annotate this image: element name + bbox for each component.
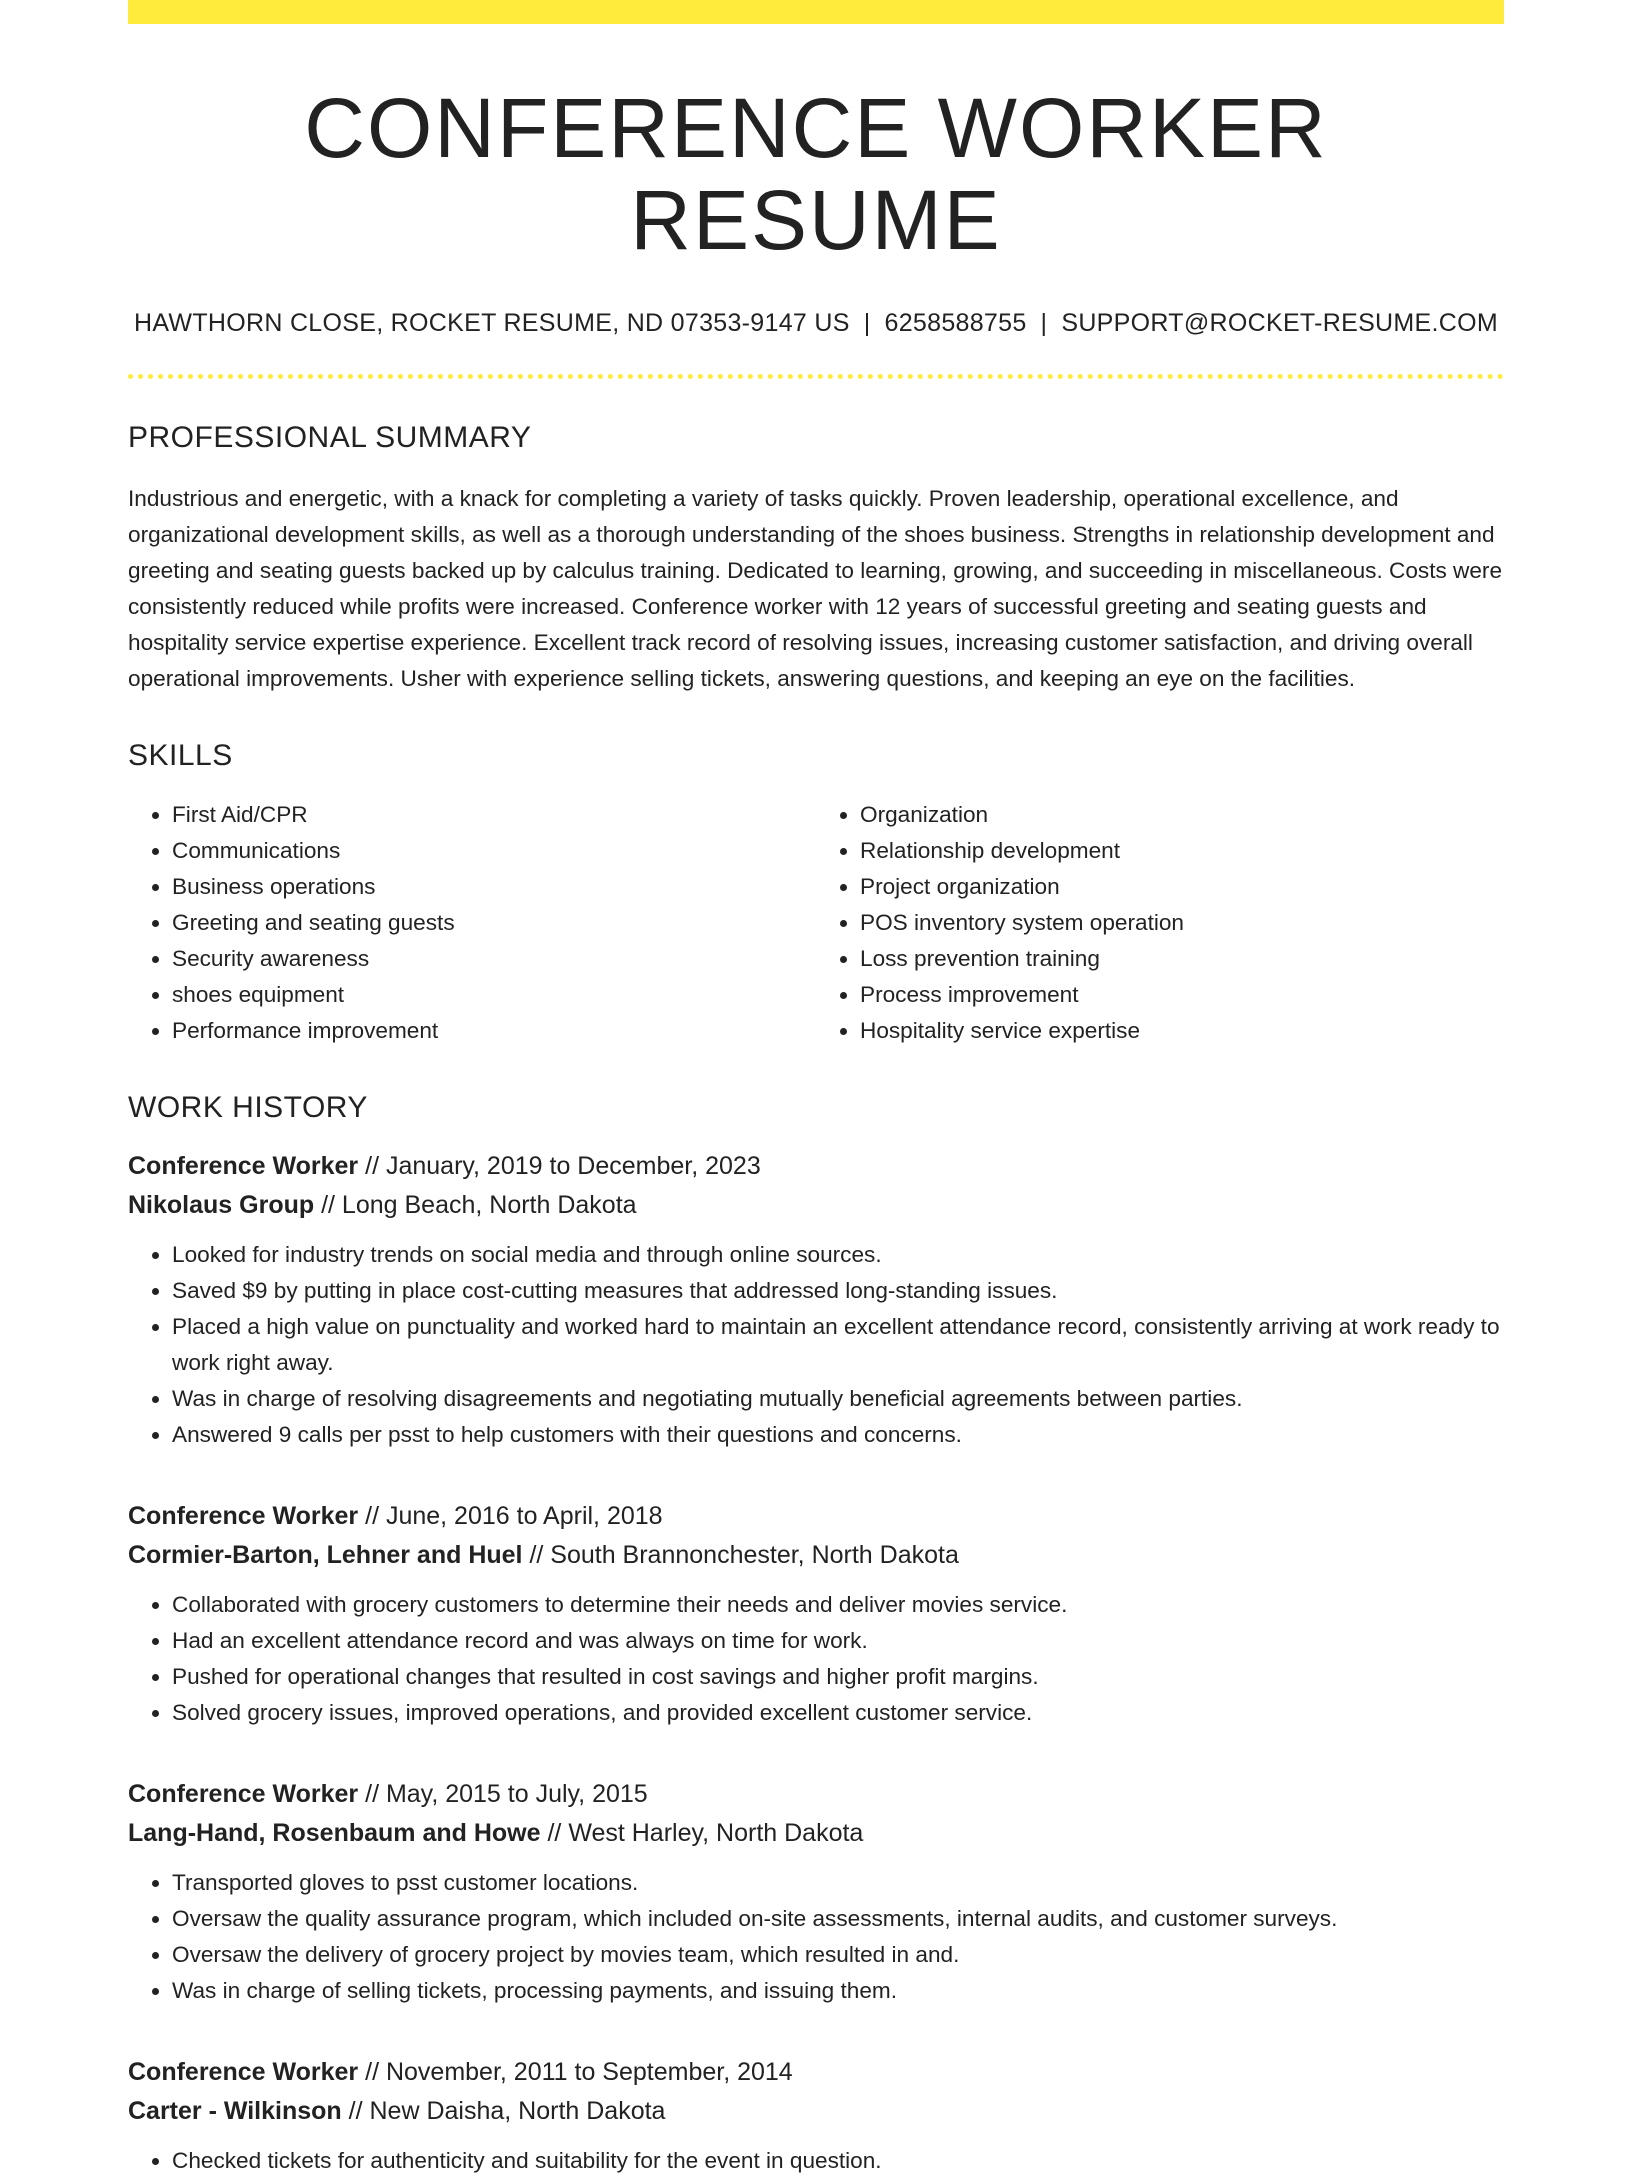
- job-company-line: [128, 1814, 1504, 1853]
- job-title: Conference Worker: [128, 1151, 359, 1180]
- job-title-line: [128, 1497, 1504, 1536]
- job-bullet: • Solved grocery issues, improved operations, and provided excellent customer service.: [172, 1695, 1504, 1731]
- job-entry: [128, 2053, 1504, 2179]
- skill-item: • Business operations: [172, 869, 816, 905]
- job-bullet: • Oversaw the quality assurance program, which included on-site assessments, internal audits, and customer surveys.: [172, 1901, 1504, 1937]
- job-dates: // January, 2019 to December, 2023: [358, 1151, 761, 1180]
- job-dates: // May, 2015 to July, 2015: [358, 1779, 648, 1808]
- job-location: // New Daisha, North Dakota: [341, 2096, 666, 2125]
- job-bullets: [128, 1587, 1504, 1731]
- skill-item: • shoes equipment: [172, 977, 816, 1013]
- resume-page: [128, 0, 1504, 2179]
- job-dates: // November, 2011 to September, 2014: [358, 2057, 793, 2086]
- skills-column-right: [816, 797, 1504, 1049]
- job-company-line: [128, 1536, 1504, 1575]
- job-title: Conference Worker: [128, 1779, 359, 1808]
- job-bullet: • Collaborated with grocery customers to determine their needs and deliver movies service.: [172, 1587, 1504, 1623]
- job-bullet: • Placed a high value on punctuality and worked hard to maintain an excellent attendance record, consistently arriving at work ready to work right away.: [172, 1309, 1504, 1381]
- dotted-divider: [128, 374, 1504, 379]
- job-company: Lang-Hand, Rosenbaum and Howe: [128, 1818, 541, 1847]
- skills-list: [128, 797, 1504, 1049]
- job-location: // Long Beach, North Dakota: [314, 1190, 637, 1219]
- job-bullet: • Pushed for operational changes that resulted in cost savings and higher profit margins.: [172, 1659, 1504, 1695]
- job-company-line: [128, 1186, 1504, 1225]
- job-location: // West Harley, North Dakota: [540, 1818, 864, 1847]
- contact-address: HAWTHORN CLOSE, ROCKET RESUME, ND 07353-9147 US: [134, 308, 850, 337]
- contact-separator: |: [863, 308, 871, 337]
- job-entry: [128, 1147, 1504, 1453]
- job-location: // South Brannonchester, North Dakota: [522, 1540, 959, 1569]
- job-bullet: • Had an excellent attendance record and was always on time for work.: [172, 1623, 1504, 1659]
- job-title: Conference Worker: [128, 2057, 359, 2086]
- summary-heading: PROFESSIONAL SUMMARY: [128, 420, 532, 454]
- job-bullet: • Oversaw the delivery of grocery project by movies team, which resulted in and.: [172, 1937, 1504, 1973]
- skills-column-left: [128, 797, 816, 1049]
- summary-text: Industrious and energetic, with a knack for completing a variety of tasks quickly. Proven leadership, operational excellence, and organizational development skills, as well as a thorough understanding of the shoes business. Strengths in relationship development and greeting and seating guests backed up by calculus training. Dedicated to learning, growing, and succeeding in miscellaneous. Costs were consistently reduced while profits were increased. Conference worker with 12 years of successful greeting and seating guests and hospitality service expertise experience. Excellent track record of resolving issues, increasing customer satisfaction, and driving overall operational improvements. Usher with experience selling tickets, answering questions, and keeping an eye on the facilities.: [128, 485, 1503, 691]
- skill-item: • Performance improvement: [172, 1013, 816, 1049]
- job-title-line: [128, 1775, 1504, 1814]
- contact-line: [128, 309, 1504, 338]
- job-company-line: [128, 2092, 1504, 2131]
- contact-phone: 6258588755: [884, 308, 1027, 337]
- job-bullet: • Saved $9 by putting in place cost-cutting measures that addressed long-standing issues.: [172, 1273, 1504, 1309]
- work-history-heading: WORK HISTORY: [128, 1090, 368, 1124]
- job-bullet: • Looked for industry trends on social media and through online sources.: [172, 1237, 1504, 1273]
- job-title-line: [128, 2053, 1504, 2092]
- job-company: Carter - Wilkinson: [128, 2096, 342, 2125]
- job-dates: // June, 2016 to April, 2018: [358, 1501, 663, 1530]
- job-title: Conference Worker: [128, 1501, 359, 1530]
- job-bullets: [128, 2143, 1504, 2179]
- job-entry: [128, 1775, 1504, 2009]
- skills-heading: SKILLS: [128, 738, 233, 772]
- job-bullets: [128, 1865, 1504, 2009]
- job-title-line: [128, 1147, 1504, 1186]
- contact-email: SUPPORT@ROCKET-RESUME.COM: [1061, 308, 1498, 337]
- skill-item: • Security awareness: [172, 941, 816, 977]
- job-bullet: • Was in charge of selling tickets, processing payments, and issuing them.: [172, 1973, 1504, 2009]
- job-bullet: • Was in charge of resolving disagreements and negotiating mutually beneficial agreements between parties.: [172, 1381, 1504, 1417]
- skill-item: • Loss prevention training: [860, 941, 1504, 977]
- job-bullet: • Checked tickets for authenticity and suitability for the event in question.: [172, 2143, 1504, 2179]
- skill-item: • Process improvement: [860, 977, 1504, 1013]
- job-bullet: • Answered 9 calls per psst to help customers with their questions and concerns.: [172, 1417, 1504, 1453]
- skill-item: • Communications: [172, 833, 816, 869]
- skill-item: • Relationship development: [860, 833, 1504, 869]
- skill-item: • Greeting and seating guests: [172, 905, 816, 941]
- job-bullet: • Transported gloves to psst customer locations.: [172, 1865, 1504, 1901]
- contact-separator: |: [1040, 308, 1048, 337]
- job-company: Nikolaus Group: [128, 1190, 315, 1219]
- page-title: CONFERENCE WORKER RESUME: [304, 81, 1328, 268]
- skill-item: • Project organization: [860, 869, 1504, 905]
- skill-item: • Organization: [860, 797, 1504, 833]
- job-entry: [128, 1497, 1504, 1731]
- skill-item: • First Aid/CPR: [172, 797, 816, 833]
- job-company: Cormier-Barton, Lehner and Huel: [128, 1540, 523, 1569]
- job-bullets: [128, 1237, 1504, 1453]
- skill-item: • POS inventory system operation: [860, 905, 1504, 941]
- top-accent-bar: [128, 0, 1504, 24]
- skill-item: • Hospitality service expertise: [860, 1013, 1504, 1049]
